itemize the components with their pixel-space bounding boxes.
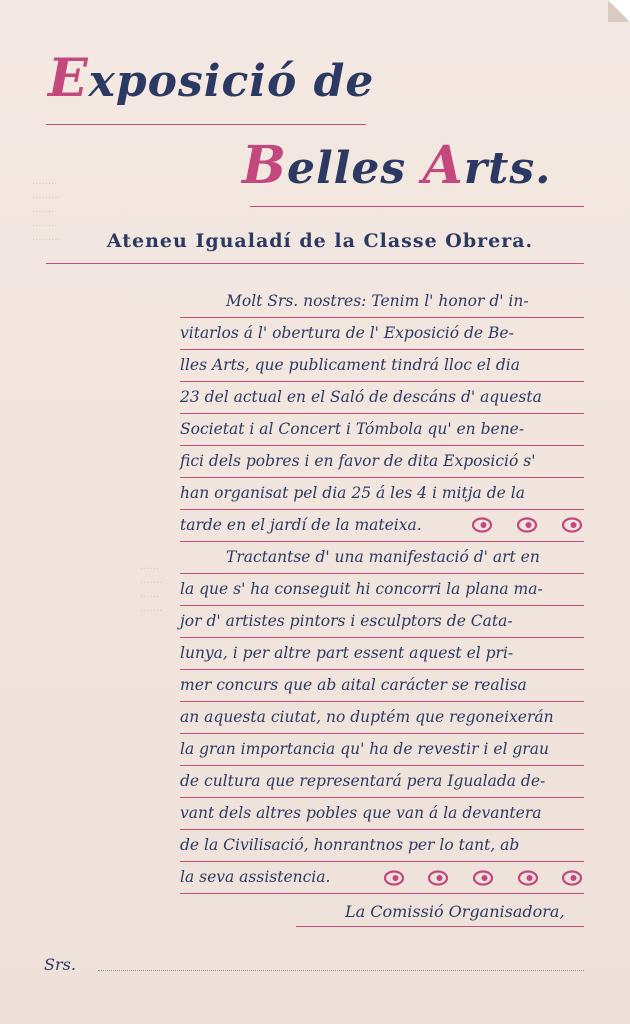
title-rule-1 <box>46 124 366 125</box>
body-rule <box>180 477 584 478</box>
body-rule <box>180 573 584 574</box>
bleed-through-text: ........ ......... ....... ........ ......... <box>32 176 61 243</box>
body-line: Molt Srs. nostres: Tenim l' honor d' in- <box>226 292 529 310</box>
body-rule <box>180 797 584 798</box>
body-rule <box>180 317 584 318</box>
body-line: de la Civilisació, honrantnos per lo tant, ab <box>180 836 520 854</box>
body-rule <box>180 605 584 606</box>
body-line: jor d' artistes pintors i esculptors de Cata- <box>180 612 513 630</box>
body-line: Tractantse d' una manifestació d' art en <box>226 548 540 566</box>
body-rule <box>180 701 584 702</box>
title-rule-2 <box>250 206 584 207</box>
body-line: la gran importancia qu' ha de revestir i el grau <box>180 740 549 758</box>
body-rule <box>180 637 584 638</box>
body-line: la que s' ha conseguit hi concorri la plana ma- <box>180 580 543 598</box>
eye-ornament-icon <box>472 517 492 533</box>
body-line: vant dels altres pobles que van á la devantera <box>180 804 542 822</box>
body-rule <box>180 413 584 414</box>
body-line: han organisat pel dia 25 á les 4 i mitja de la <box>180 484 525 502</box>
eye-ornament-icon <box>428 870 448 886</box>
title-line-1: Exposició de <box>48 48 375 109</box>
body-line: de cultura que representará pera Igualada de- <box>180 772 546 790</box>
eye-ornament-icon <box>384 870 404 886</box>
body-rule <box>180 669 584 670</box>
eye-ornament-icon <box>517 517 537 533</box>
body-rule <box>180 445 584 446</box>
body-rule <box>180 893 584 894</box>
body-line: lunya, i per altre part essent aquest el pri- <box>180 644 514 662</box>
body-line: an aquesta ciutat, no duptém que regoneixerán <box>180 708 554 726</box>
body-rule <box>180 733 584 734</box>
body-rule <box>180 509 584 510</box>
body-rule <box>180 381 584 382</box>
body-rule <box>180 861 584 862</box>
body-line: vitarlos á l' obertura de l' Exposició de Be- <box>180 324 514 342</box>
signature: La Comissió Organisadora, <box>345 902 565 921</box>
body-line: la seva assistencia. <box>180 868 331 886</box>
signature-rule <box>296 926 584 927</box>
body-line: 23 del actual en el Saló de descáns d' aquesta <box>180 388 542 406</box>
body-line: fici dels pobres i en favor de dita Exposició s' <box>180 452 536 470</box>
body-line: tarde en el jardí de la mateixa. <box>180 516 422 534</box>
addressee-label: Srs. <box>44 955 76 974</box>
eye-ornament-icon <box>562 870 582 886</box>
bleed-through-text: ...... ....... ...... ....... <box>140 561 163 614</box>
subtitle-rule <box>46 263 584 264</box>
body-rule <box>180 349 584 350</box>
title-line-2: Belles Arts. <box>242 135 552 196</box>
body-line: lles Arts, que publicament tindrá lloc el dia <box>180 356 520 374</box>
body-line: mer concurs que ab aital carácter se realisa <box>180 676 527 694</box>
addressee-dotted-line <box>98 970 584 971</box>
page-corner-fold <box>608 0 630 22</box>
body-rule <box>180 541 584 542</box>
eye-ornament-icon <box>473 870 493 886</box>
subtitle: Ateneu Igualadí de la Classe Obrera. <box>106 230 534 252</box>
eye-ornament-icon <box>518 870 538 886</box>
eye-ornament-icon <box>562 517 582 533</box>
body-rule <box>180 829 584 830</box>
body-rule <box>180 765 584 766</box>
body-line: Societat i al Concert i Tómbola qu' en bene- <box>180 420 525 438</box>
